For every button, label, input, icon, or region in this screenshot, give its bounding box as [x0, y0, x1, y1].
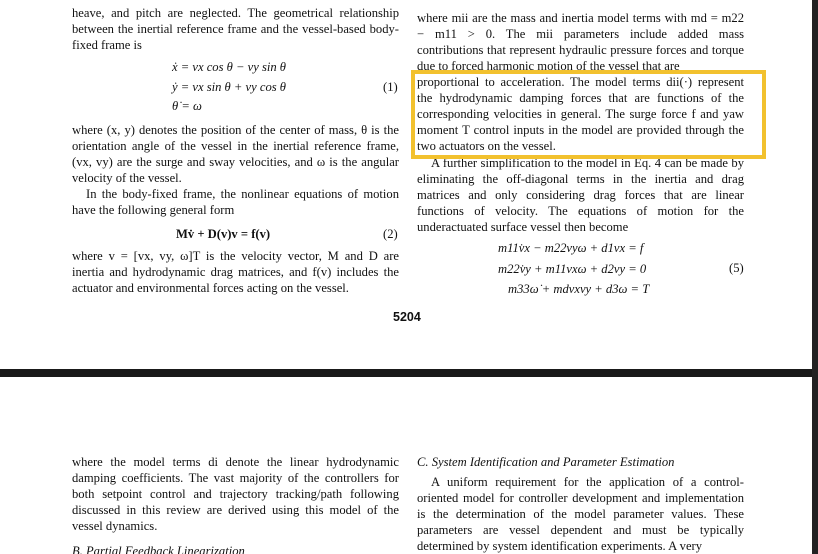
eq5-number: (5) [729, 261, 744, 275]
eq1-line3: θ̇ = ω [172, 99, 202, 113]
page-number: 5204 [393, 310, 421, 324]
bottom-right-block [417, 454, 744, 474]
next-heading-clip [72, 543, 399, 554]
right-simplification-clip [417, 159, 744, 237]
ident-paragraph-clip [417, 474, 744, 554]
eq1-line2: ẏ = vx sin θ + vy cos θ [172, 80, 286, 94]
highlight-text: proportional to acceleration. The model terms dii(·) represent the hydrodynamic damping forces that are functions of the corresponding velocities in general. The surge force f and yaw moment T control inputs in the model are provided through the two actuators on the vessel. [417, 75, 744, 153]
eq1-number: (1) [383, 80, 398, 94]
viewer-right-edge [812, 0, 818, 554]
right-mass-clip [417, 10, 744, 74]
page-separator [0, 369, 818, 377]
linear-damping-paragraph: where the model terms di denote the linear hydrodynamic damping coefficients. The vast majority of the controllers for both setpoint control and trajectory tracking/path following discussed in this review are derived using this model of the vessel dynamics. [72, 455, 399, 533]
eq2-number: (2) [383, 227, 398, 241]
body-fixed-paragraph: In the body-fixed frame, the nonlinear equations of motion have the following general form [72, 187, 399, 217]
left-velocity-block [72, 248, 399, 296]
eq2: Mv̇ + D(v)v = f(v) [176, 227, 271, 241]
next-section-heading: B. Partial Feedback Linearization [72, 544, 245, 554]
eq1-line1: ẋ = vx cos θ − vy sin θ [172, 60, 286, 74]
pdf-page-bottom [0, 377, 812, 554]
left-position-block [72, 122, 399, 218]
eq5-line3: m33ω̇ + mdvxvy + d3ω = T [508, 282, 650, 296]
identification-paragraph: A uniform requirement for the application of a control-oriented model for controller development and implementation is the determination of the model parameter values. These parameters are vessel dependent and must be typically determined by system identification experiments. A very [417, 475, 744, 553]
eq5-line1: m11v̇x − m22vyω + d1vx = f [498, 241, 644, 255]
eq5-line2: m22v̇y + m11vxω + d2vy = 0 [498, 262, 647, 276]
position-paragraph: where (x, y) denotes the position of the center of mass, θ is the orientation angle of the vessel in the inertial reference frame, (vx, vy) are the surge and sway velocities, and ω is the angular velocity of the vessel. [72, 123, 399, 185]
left-intro-clip [72, 0, 399, 53]
mass-terms-paragraph: where mii are the mass and inertia model terms with md = m22 − m11 > 0. The mii parameters include added mass contributions that represent hydraulic pressure forces and torque due to forced harmonic motion of the vessel that are [417, 11, 744, 73]
velocity-paragraph: where v = [vx, vy, ω]T is the velocity vector, M and D are inertia and hydrodynamic drag matrices, and f(v) includes the actuator and environmental forces acting on the vessel. [72, 249, 399, 295]
highlight-box [411, 70, 766, 159]
simplification-paragraph: A further simplification to the model in Eq. 4 can be made by eliminating the off-diagonal terms in the inertia and drag matrices and only considering drag forces that are linear functions of velocity. The equations of motion for the underactuated surface vessel then become [417, 159, 744, 234]
section-heading-c: C. System Identification and Parameter Estimation [417, 455, 675, 469]
left-intro-paragraph: heave, and pitch are neglected. The geometrical relationship between the inertial reference frame and the vessel-based body-fixed frame is [72, 6, 399, 52]
bottom-left-block [72, 454, 399, 534]
